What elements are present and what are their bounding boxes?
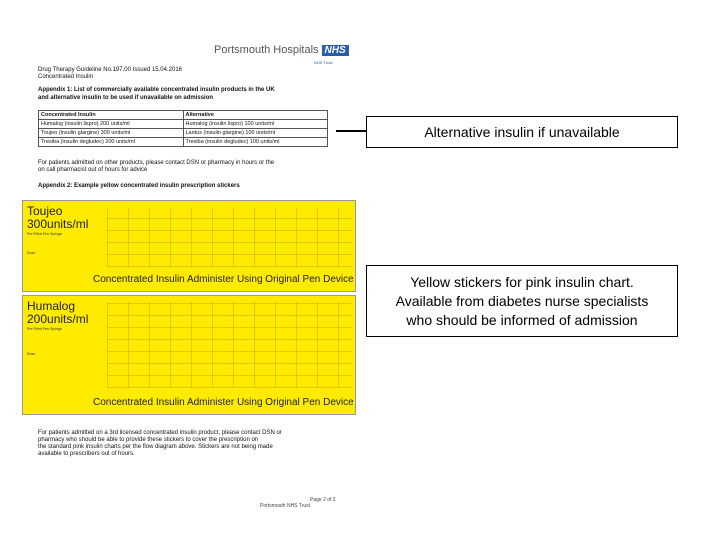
table-header-alternative: Alternative <box>183 111 328 120</box>
appendix2-title: Appendix 2: Example yellow concentrated insulin prescription stickers <box>38 183 240 189</box>
table-row <box>39 129 328 138</box>
table-cell: Tresiba (insulin degludec) 200 units/ml <box>39 138 184 147</box>
document-reference: Drug Therapy Guideline No.197.00 Issued 15.04.2016 <box>38 67 182 73</box>
trust-logo <box>214 44 349 56</box>
table-cell: Toujeo (insulin glargine) 300 units/ml <box>39 129 184 138</box>
table-header-concentrated: Concentrated Insulin <box>39 111 184 120</box>
sticker-availability-note: For patients admitted on a 3rd licensed concentrated insulin product, please contact DSN or <box>38 430 282 436</box>
sticker-device-label: Pre Filled Pen Syringe <box>27 327 62 331</box>
footer-reference: Portsmouth NHS Trust <box>260 503 311 509</box>
administration-grid <box>107 207 353 267</box>
table-header-row <box>39 111 328 120</box>
sticker-availability-note-cont: the standard pink insulin charts per the flow diagram above. Stickers are not being made <box>38 444 273 450</box>
table-row <box>39 138 328 147</box>
callout-text: Alternative insulin if unavailable <box>424 123 620 140</box>
sticker-name-line: Humalog <box>27 299 76 313</box>
table-cell: Humalog (insulin lispro) 100 units/ml <box>183 120 328 129</box>
sticker-dose-label: Dose <box>27 251 36 255</box>
sticker-name-line: Toujeo <box>27 204 63 218</box>
appendix1-title-cont: and alternative insulin to be used if unavailable on admission <box>38 95 214 101</box>
table-cell: Tresiba (insulin degludec) 100 units/ml <box>183 138 328 147</box>
yellow-stickers-callout <box>366 265 678 337</box>
humalog-sticker <box>22 295 356 415</box>
trust-type: NHS Trust <box>314 60 333 65</box>
alternative-insulin-callout <box>366 116 678 148</box>
sticker-banner: Concentrated Insulin Administer Using Original Pen Device <box>93 397 354 408</box>
table-cell: Lantus (insulin glargine) 100 units/ml <box>183 129 328 138</box>
table-cell: Humalog (insulin lispro) 200 units/ml <box>39 120 184 129</box>
guideline-document-page <box>20 40 360 520</box>
sticker-dose-label: Dose <box>27 352 36 356</box>
sticker-device-label: Pre Filled Pen Syringe <box>27 232 62 236</box>
other-products-note: For patients admitted on other products, please contact DSN or pharmacy in hours or the <box>38 160 275 166</box>
trust-name: Portsmouth Hospitals <box>214 44 319 56</box>
sticker-banner: Concentrated Insulin Administer Using Original Pen Device <box>93 274 354 285</box>
callout-text: Yellow stickers for pink insulin chart. <box>410 273 634 290</box>
insulin-alternatives-table <box>38 110 328 147</box>
callout-text: Available from diabetes nurse specialists <box>395 292 649 309</box>
sticker-strength-line: 300units/ml <box>27 217 89 231</box>
sticker-availability-note-cont: available to prescribers out of hours. <box>38 451 135 457</box>
administration-grid <box>107 302 353 388</box>
table-row <box>39 120 328 129</box>
page-number: Page 2 of 2 <box>310 497 336 503</box>
appendix1-title: Appendix 1: List of commercially available concentrated insulin products in the UK <box>38 87 275 93</box>
other-products-note-cont: on call pharmacist out of hours for advice <box>38 167 148 173</box>
callout-text: who should be informed of admission <box>406 311 638 328</box>
nhs-badge: NHS <box>322 45 349 56</box>
document-subject: Concentrated Insulin <box>38 74 94 80</box>
sticker-insulin-name <box>27 205 88 231</box>
sticker-strength-line: 200units/ml <box>27 312 89 326</box>
sticker-availability-note-cont: pharmacy who should be able to provide these stickers to cover the prescription on <box>38 437 259 443</box>
toujeo-sticker <box>22 200 356 292</box>
sticker-insulin-name <box>27 300 88 326</box>
